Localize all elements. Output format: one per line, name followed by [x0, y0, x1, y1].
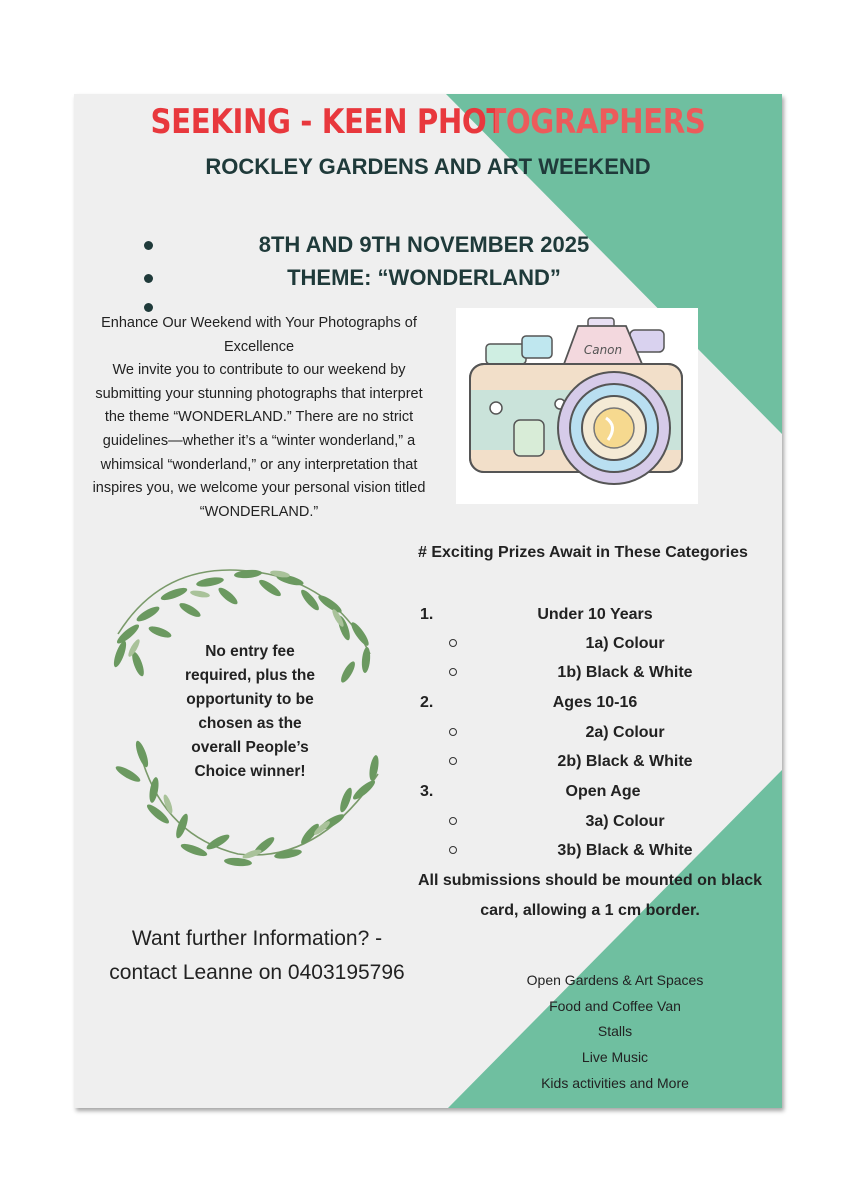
list-item	[420, 807, 770, 836]
list-item: Live Music	[581, 1049, 649, 1066]
camera-illustration	[456, 308, 698, 504]
wreath-line: required, plus the	[184, 667, 316, 684]
category-label: Under 10 Years	[537, 606, 653, 623]
subtitle: ROCKLEY GARDENS AND ART WEEKEND	[205, 154, 651, 179]
intro-line: We invite you to contribute to our weekend by	[112, 362, 406, 379]
wreath-line: opportunity to be	[186, 691, 314, 708]
circle-bullet-icon	[449, 817, 457, 825]
list-item	[144, 228, 664, 261]
subcategory-label: 1a) Colour	[585, 635, 665, 652]
wreath-line: chosen as the	[198, 715, 302, 732]
subcategory-label: 1b) Black & White	[557, 664, 693, 681]
list-item	[420, 658, 770, 687]
list-item	[420, 600, 770, 629]
subcategory-label: 3b) Black & White	[557, 842, 693, 859]
list-item	[420, 747, 770, 776]
intro-line: submitting your stunning photographs that interpret	[95, 385, 423, 402]
contact-line: contact Leanne on 0403195796	[109, 961, 405, 984]
intro-line: guidelines—whether it’s a “winter wonderland,” a	[102, 432, 416, 449]
category-label: Open Age	[565, 783, 641, 800]
bullet-icon	[144, 241, 153, 250]
circle-bullet-icon	[449, 728, 457, 736]
event-theme: THEME: “WONDERLAND”	[287, 265, 561, 290]
prizes-heading: # Exciting Prizes Await in These Categories	[418, 544, 748, 561]
intro-text	[82, 312, 436, 524]
intro-line: the theme “WONDERLAND.” There are no strict	[104, 409, 414, 426]
mounting-note-line: card, allowing a 1 cm border.	[480, 902, 700, 919]
list-item	[420, 836, 770, 865]
list-item	[144, 261, 664, 294]
category-number: 1.	[420, 606, 434, 623]
mounting-note-line: All submissions should be mounted on black	[417, 872, 763, 889]
contact-line: Want further Information? -	[131, 927, 383, 950]
title: SEEKING - KEEN PHOTOGRAPHERS	[124, 102, 733, 142]
list-item	[420, 688, 770, 717]
mounting-note	[416, 866, 764, 926]
intro-line: Excellence	[223, 338, 295, 355]
list-item	[420, 718, 770, 747]
bullet-icon	[144, 303, 153, 312]
subcategory-label: 3a) Colour	[585, 813, 665, 830]
intro-line: inspires you, we welcome your personal vision titled	[92, 480, 426, 497]
circle-bullet-icon	[449, 668, 457, 676]
category-label: Ages 10-16	[552, 694, 638, 711]
intro-line: whimsical “wonderland,” or any interpretation that	[100, 456, 418, 473]
wreath-message	[178, 640, 322, 784]
event-features	[490, 968, 740, 1097]
list-item: Open Gardens & Art Spaces	[526, 972, 704, 988]
flyer-page	[74, 94, 782, 1108]
wreath-line: No entry fee	[205, 643, 295, 660]
intro-line: Enhance Our Weekend with Your Photographs of	[101, 315, 417, 331]
category-number: 2.	[420, 694, 434, 711]
list-item	[420, 777, 770, 806]
event-bullets	[144, 228, 664, 294]
circle-bullet-icon	[449, 757, 457, 765]
circle-bullet-icon	[449, 639, 457, 647]
list-item: Stalls	[597, 1023, 633, 1040]
wreath-line: Choice winner!	[194, 763, 306, 780]
contact-info	[104, 922, 410, 990]
list-item	[420, 629, 770, 658]
wreath-line: overall People’s	[191, 739, 309, 756]
list-item: Kids activities and More	[541, 1074, 689, 1091]
circle-bullet-icon	[449, 846, 457, 854]
subcategory-label: 2b) Black & White	[557, 753, 693, 770]
intro-line: “WONDERLAND.”	[199, 503, 319, 520]
list-item: Food and Coffee Van	[549, 997, 681, 1014]
subcategory-label: 2a) Colour	[585, 724, 665, 741]
category-number: 3.	[420, 783, 434, 800]
event-date: 8TH AND 9TH NOVEMBER 2025	[258, 232, 590, 257]
bullet-icon	[144, 274, 153, 283]
camera-brand: Canon	[583, 343, 623, 357]
